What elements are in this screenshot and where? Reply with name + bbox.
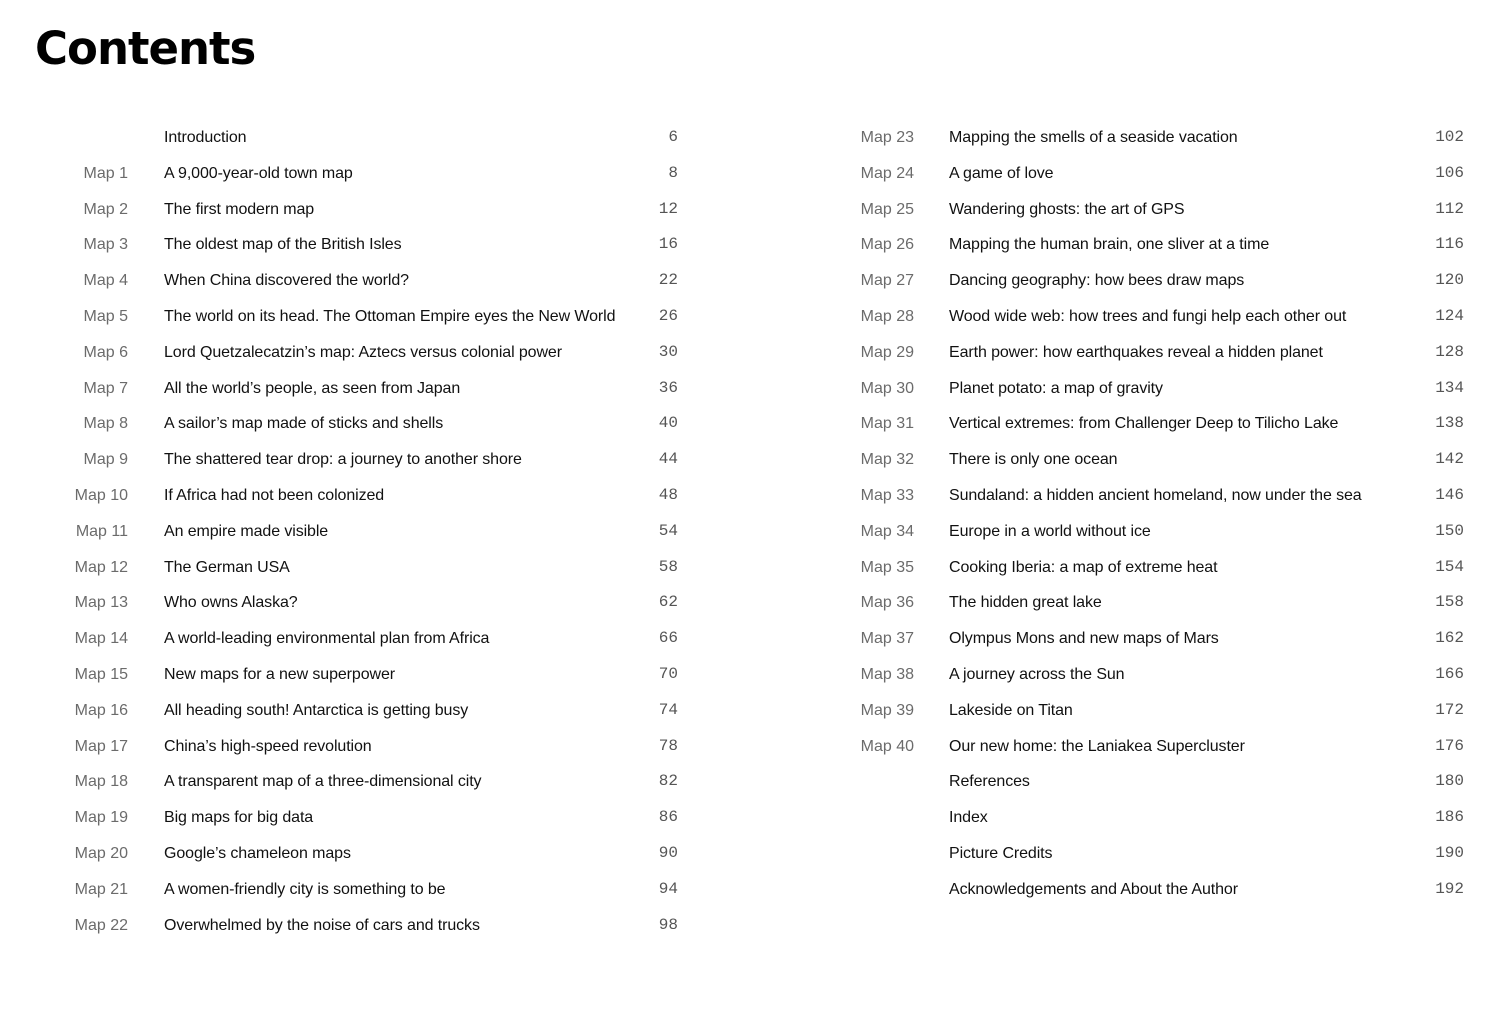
- page-number: 154: [1435, 557, 1464, 576]
- entry-title: A women-friendly city is something to be: [164, 880, 446, 898]
- toc-entry-map-8[interactable]: [0, 406, 690, 442]
- toc-right-column: [780, 120, 1480, 908]
- page-number: 106: [1435, 163, 1464, 182]
- toc-entry-map-2[interactable]: [0, 192, 690, 228]
- map-number: Map 14: [74, 630, 128, 648]
- entry-title: Europe in a world without ice: [949, 522, 1151, 540]
- entry-title: Lakeside on Titan: [949, 701, 1073, 719]
- toc-entry-map-32[interactable]: [780, 442, 1480, 478]
- page-number: 138: [1435, 414, 1464, 433]
- entry-title: There is only one ocean: [949, 451, 1118, 469]
- map-number: Map 40: [860, 737, 914, 755]
- page-number: 94: [658, 879, 678, 898]
- entry-title: Mapping the smells of a seaside vacation: [949, 129, 1238, 146]
- page-number: 16: [658, 235, 678, 254]
- toc-entry-map-34[interactable]: [780, 514, 1480, 550]
- toc-entry-map-37[interactable]: [780, 621, 1480, 657]
- toc-left-column: [0, 120, 690, 943]
- toc-entry-map-35[interactable]: [780, 550, 1480, 586]
- entry-title: Wood wide web: how trees and fungi help each other out: [949, 307, 1347, 325]
- entry-title: Who owns Alaska?: [164, 594, 298, 612]
- toc-entry-map-31[interactable]: [780, 406, 1480, 442]
- map-number: Map 23: [860, 129, 914, 146]
- page-number: 134: [1435, 378, 1464, 397]
- page-number: 6: [668, 128, 678, 146]
- page-number: 162: [1435, 629, 1464, 648]
- entry-title: A sailor’s map made of sticks and shells: [164, 415, 444, 433]
- page-number: 172: [1435, 700, 1464, 719]
- page-number: 142: [1435, 450, 1464, 469]
- map-number: Map 4: [83, 272, 128, 290]
- page-number: 70: [658, 664, 678, 683]
- page-number: 186: [1435, 808, 1464, 827]
- page-number: 112: [1435, 199, 1464, 218]
- entry-title: The shattered tear drop: a journey to another shore: [164, 451, 522, 469]
- map-number: Map 22: [74, 916, 128, 934]
- entry-title: Our new home: the Laniakea Supercluster: [949, 737, 1245, 755]
- page-number: 74: [658, 700, 678, 719]
- toc-entry-map-29[interactable]: [780, 335, 1480, 371]
- toc-entry-map-39[interactable]: [780, 693, 1480, 729]
- map-number: Map 15: [74, 665, 128, 683]
- toc-entry-acknowledgements[interactable]: [780, 872, 1480, 908]
- page-number: 22: [658, 271, 678, 290]
- map-number: Map 12: [74, 558, 128, 576]
- toc-entry-map-38[interactable]: [780, 657, 1480, 693]
- toc-entry-map-40[interactable]: [780, 729, 1480, 765]
- map-number: Map 28: [860, 307, 914, 325]
- toc-entry-map-23[interactable]: [780, 120, 1480, 156]
- entry-title: Wandering ghosts: the art of GPS: [949, 200, 1185, 218]
- page-number: 58: [658, 557, 678, 576]
- map-number: Map 36: [860, 594, 914, 612]
- toc-entry-map-16[interactable]: [0, 693, 690, 729]
- entry-title: All heading south! Antarctica is getting busy: [164, 701, 469, 719]
- page-number: 48: [658, 485, 678, 504]
- toc-entry-map-36[interactable]: [780, 585, 1480, 621]
- page-number: 176: [1435, 736, 1464, 755]
- toc-entry-map-26[interactable]: [780, 227, 1480, 263]
- toc-entry-references[interactable]: [780, 764, 1480, 800]
- map-number: Map 33: [860, 486, 914, 504]
- page-number: 90: [658, 843, 678, 862]
- toc-entry-map-33[interactable]: [780, 478, 1480, 514]
- map-number: Map 25: [860, 200, 914, 218]
- map-number: Map 30: [860, 379, 914, 397]
- map-number: Map 7: [83, 379, 128, 397]
- map-number: Map 3: [83, 236, 128, 254]
- map-number: Map 38: [860, 665, 914, 683]
- entry-title: The German USA: [164, 558, 290, 576]
- map-number: Map 18: [74, 773, 128, 791]
- page-number: 86: [658, 808, 678, 827]
- toc-entry-picture-credits[interactable]: [780, 836, 1480, 872]
- entry-title: Olympus Mons and new maps of Mars: [949, 630, 1219, 648]
- map-number: Map 34: [860, 522, 914, 540]
- map-number: Map 32: [860, 451, 914, 469]
- entry-title: A journey across the Sun: [949, 665, 1125, 683]
- toc-entry-map-24[interactable]: [780, 156, 1480, 192]
- page-title: Contents: [35, 22, 256, 75]
- page-number: 62: [658, 593, 678, 612]
- page-number: 192: [1435, 879, 1464, 898]
- entry-title: A game of love: [949, 164, 1054, 182]
- toc-entry-map-22[interactable]: [0, 908, 690, 944]
- page-number: 36: [658, 378, 678, 397]
- toc-entry-map-13[interactable]: [0, 585, 690, 621]
- toc-entry-map-28[interactable]: [780, 299, 1480, 335]
- map-number: Map 9: [83, 451, 128, 469]
- entry-title: An empire made visible: [164, 522, 329, 540]
- toc-entry-map-17[interactable]: [0, 729, 690, 765]
- entry-title: A 9,000-year-old town map: [164, 164, 353, 182]
- entry-title: New maps for a new superpower: [164, 665, 395, 683]
- entry-title: If Africa had not been colonized: [164, 486, 385, 504]
- map-number: Map 17: [74, 737, 128, 755]
- toc-entry-map-1[interactable]: [0, 156, 690, 192]
- page-number: 116: [1435, 235, 1464, 254]
- map-number: Map 26: [860, 236, 914, 254]
- page-number: 12: [658, 199, 678, 218]
- entry-title: All the world’s people, as seen from Japan: [164, 379, 461, 397]
- map-number: Map 11: [75, 522, 128, 540]
- page-number: 98: [658, 915, 678, 934]
- map-number: Map 35: [860, 558, 914, 576]
- toc-entry-map-3[interactable]: [0, 227, 690, 263]
- toc-entry-introduction[interactable]: [0, 120, 690, 156]
- page-number: 82: [658, 772, 678, 791]
- page-number: 54: [658, 521, 678, 540]
- map-number: Map 6: [83, 343, 128, 361]
- entry-title: Big maps for big data: [164, 809, 314, 827]
- toc-entry-map-21[interactable]: [0, 872, 690, 908]
- page-number: 150: [1435, 521, 1464, 540]
- page-number: 180: [1435, 772, 1464, 791]
- map-number: Map 21: [74, 880, 128, 898]
- page-number: 124: [1435, 306, 1464, 325]
- page-number: 146: [1435, 485, 1464, 504]
- map-number: Map 19: [74, 809, 128, 827]
- map-number: Map 2: [83, 200, 128, 218]
- page-number: 40: [658, 414, 678, 433]
- entry-title: A world-leading environmental plan from Africa: [164, 630, 490, 648]
- toc-entry-map-9[interactable]: [0, 442, 690, 478]
- page-number: 190: [1435, 843, 1464, 862]
- page-number: 26: [658, 306, 678, 325]
- toc-entry-index[interactable]: [780, 800, 1480, 836]
- toc-entry-map-5[interactable]: [0, 299, 690, 335]
- entry-title: Vertical extremes: from Challenger Deep to Tilicho Lake: [949, 415, 1339, 433]
- map-number: Map 8: [83, 415, 128, 433]
- page-number: 78: [658, 736, 678, 755]
- toc-entry-map-14[interactable]: [0, 621, 690, 657]
- entry-title: Overwhelmed by the noise of cars and trucks: [164, 916, 480, 934]
- entry-title: Earth power: how earthquakes reveal a hidden planet: [949, 343, 1323, 361]
- entry-title: References: [949, 773, 1030, 791]
- toc-entry-map-20[interactable]: [0, 836, 690, 872]
- page-number: 166: [1435, 664, 1464, 683]
- toc-entry-map-10[interactable]: [0, 478, 690, 514]
- map-number: Map 13: [74, 594, 128, 612]
- toc-entry-map-18[interactable]: [0, 764, 690, 800]
- entry-title: China’s high-speed revolution: [164, 737, 372, 755]
- entry-title: The world on its head. The Ottoman Empire eyes the New World: [164, 307, 616, 325]
- map-number: Map 20: [74, 844, 128, 862]
- toc-entry-map-19[interactable]: [0, 800, 690, 836]
- page-number: 158: [1435, 593, 1464, 612]
- entry-title: Lord Quetzalecatzin’s map: Aztecs versus colonial power: [164, 343, 562, 361]
- entry-title: Cooking Iberia: a map of extreme heat: [949, 558, 1218, 576]
- map-number: Map 31: [860, 415, 914, 433]
- map-number: Map 1: [83, 164, 128, 182]
- toc-entry-map-30[interactable]: [780, 371, 1480, 407]
- entry-title: Picture Credits: [949, 844, 1053, 862]
- entry-title: Dancing geography: how bees draw maps: [949, 272, 1245, 290]
- page-number: 128: [1435, 342, 1464, 361]
- entry-title: Google’s chameleon maps: [164, 844, 351, 862]
- entry-title: Sundaland: a hidden ancient homeland, now under the sea: [949, 486, 1362, 504]
- entry-title: Acknowledgements and About the Author: [949, 880, 1238, 898]
- page-number: 120: [1435, 271, 1464, 290]
- toc-entry-map-25[interactable]: [780, 192, 1480, 228]
- entry-title: Mapping the human brain, one sliver at a time: [949, 236, 1270, 254]
- map-number: Map 24: [860, 164, 914, 182]
- entry-title: Introduction: [164, 129, 247, 146]
- page-number: 44: [658, 450, 678, 469]
- toc-entry-map-7[interactable]: [0, 371, 690, 407]
- map-number: Map 37: [860, 630, 914, 648]
- toc-entry-map-4[interactable]: [0, 263, 690, 299]
- toc-entry-map-6[interactable]: [0, 335, 690, 371]
- page-number: 66: [658, 629, 678, 648]
- page-number: 30: [658, 342, 678, 361]
- entry-title: The hidden great lake: [949, 594, 1102, 612]
- map-number: Map 29: [860, 343, 914, 361]
- entry-title: The first modern map: [164, 200, 315, 218]
- page-number: 8: [668, 163, 678, 182]
- map-number: Map 5: [83, 307, 128, 325]
- entry-title: When China discovered the world?: [164, 272, 409, 290]
- toc-entry-map-27[interactable]: [780, 263, 1480, 299]
- map-number: Map 27: [860, 272, 914, 290]
- toc-entry-map-11[interactable]: [0, 514, 690, 550]
- toc-entry-map-12[interactable]: [0, 550, 690, 586]
- entry-title: A transparent map of a three-dimensional city: [164, 773, 482, 791]
- map-number: Map 10: [74, 486, 128, 504]
- page-number: 102: [1435, 128, 1464, 146]
- entry-title: The oldest map of the British Isles: [164, 236, 402, 254]
- entry-title: Index: [949, 809, 988, 827]
- toc-entry-map-15[interactable]: [0, 657, 690, 693]
- entry-title: Planet potato: a map of gravity: [949, 379, 1163, 397]
- map-number: Map 16: [74, 701, 128, 719]
- map-number: Map 39: [860, 701, 914, 719]
